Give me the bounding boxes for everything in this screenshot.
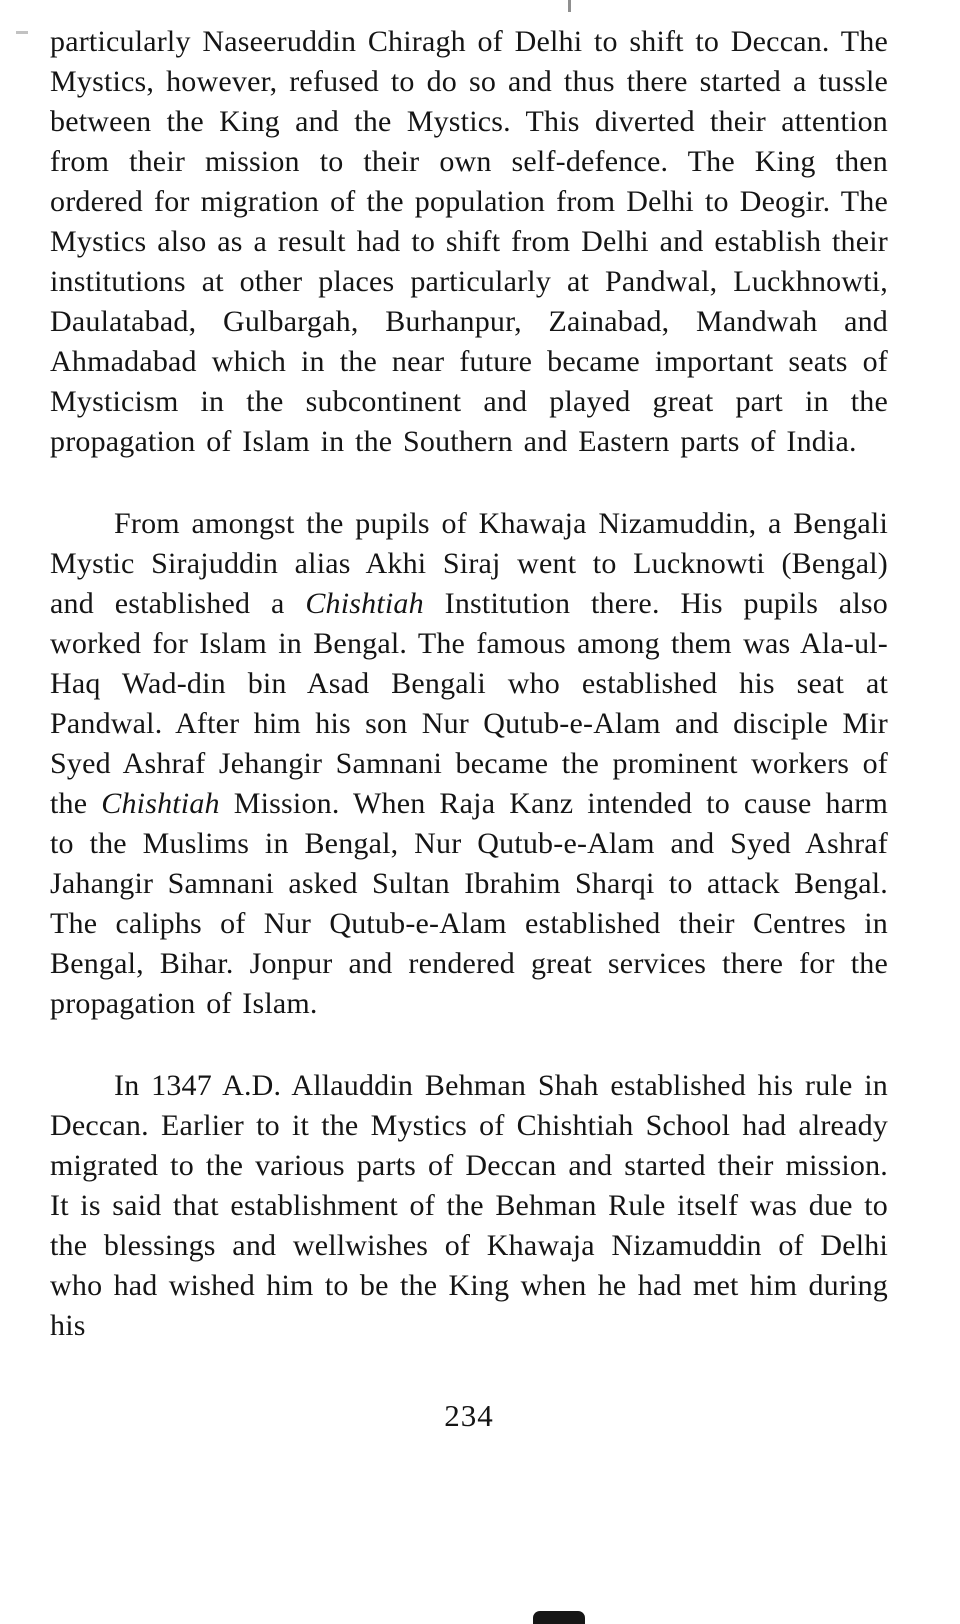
italic-text-segment: Chishtiah bbox=[101, 787, 220, 820]
page-number: 234 bbox=[444, 1398, 494, 1433]
text-segment: Mission. When Raja Kanz intended to cause harm to the Muslims in Bengal, Nur Qutub-e-Alam and Syed Ashraf Jahangir Samnani asked Sultan Ibrahim Sharqi to attack Bengal. The caliphs of Nur Qutub-e-Alam established their Centres in Bengal, Bihar. Jonpur and rendered great services there for the propagation of Islam. bbox=[50, 787, 888, 1020]
text-segment: From amongst the pupils of Khawaja Nizamuddin, a Bengali Mystic Sirajuddin alias Akhi Siraj went to Lucknowti (Bengal) and established a bbox=[50, 507, 888, 620]
text-segment: In 1347 A.D. Allauddin Behman Shah established his rule in Deccan. Earlier to it the Mystics of Chishtiah School had already migrated to the various parts of Deccan and started their mission. It is said that establishment of the Behman Rule itself was due to the blessings and wellwishes of Khawaja Nizamuddin of Delhi who had wished him to be the King when he had met him during his bbox=[50, 1069, 888, 1342]
italic-text-segment: Chishtiah bbox=[305, 587, 424, 620]
paragraph bbox=[50, 504, 888, 1024]
scan-artifact-top-tick bbox=[568, 0, 571, 12]
text-segment: particularly Naseeruddin Chiragh of Delhi to shift to Deccan. The Mystics, however, refused to do so and thus there started a tussle between the King and the Mystics. This diverted their attention from their mission to their own self-defence. The King then ordered for migration of the population from Delhi to Deogir. The Mystics also as a result had to shift from Delhi and establish their institutions at other places particularly at Pandwal, Luckhnowti, Daulatabad, Gulbargah, Burhanpur, Zainabad, Mandwah and Ahmadabad which in the near future became important seats of Mysticism in the subcontinent and played great part in the propagation of Islam in the Southern and Eastern parts of India. bbox=[50, 25, 888, 458]
text-segment: Institution there. His pupils also worked for Islam in Bengal. The famous among them was Ala-ul-Haq Wad-din bin Asad Bengali who established his seat at Pandwal. After him his son Nur Qutub-e-Alam and disciple Mir Syed Ashraf Jehangir Samnani became the prominent workers of the bbox=[50, 587, 888, 820]
scan-artifact-left-dash bbox=[16, 31, 28, 34]
scan-artifact-bottom-mark bbox=[533, 1611, 585, 1624]
paragraphs-container bbox=[50, 22, 888, 1346]
paragraph bbox=[50, 22, 888, 462]
paragraph bbox=[50, 1066, 888, 1346]
